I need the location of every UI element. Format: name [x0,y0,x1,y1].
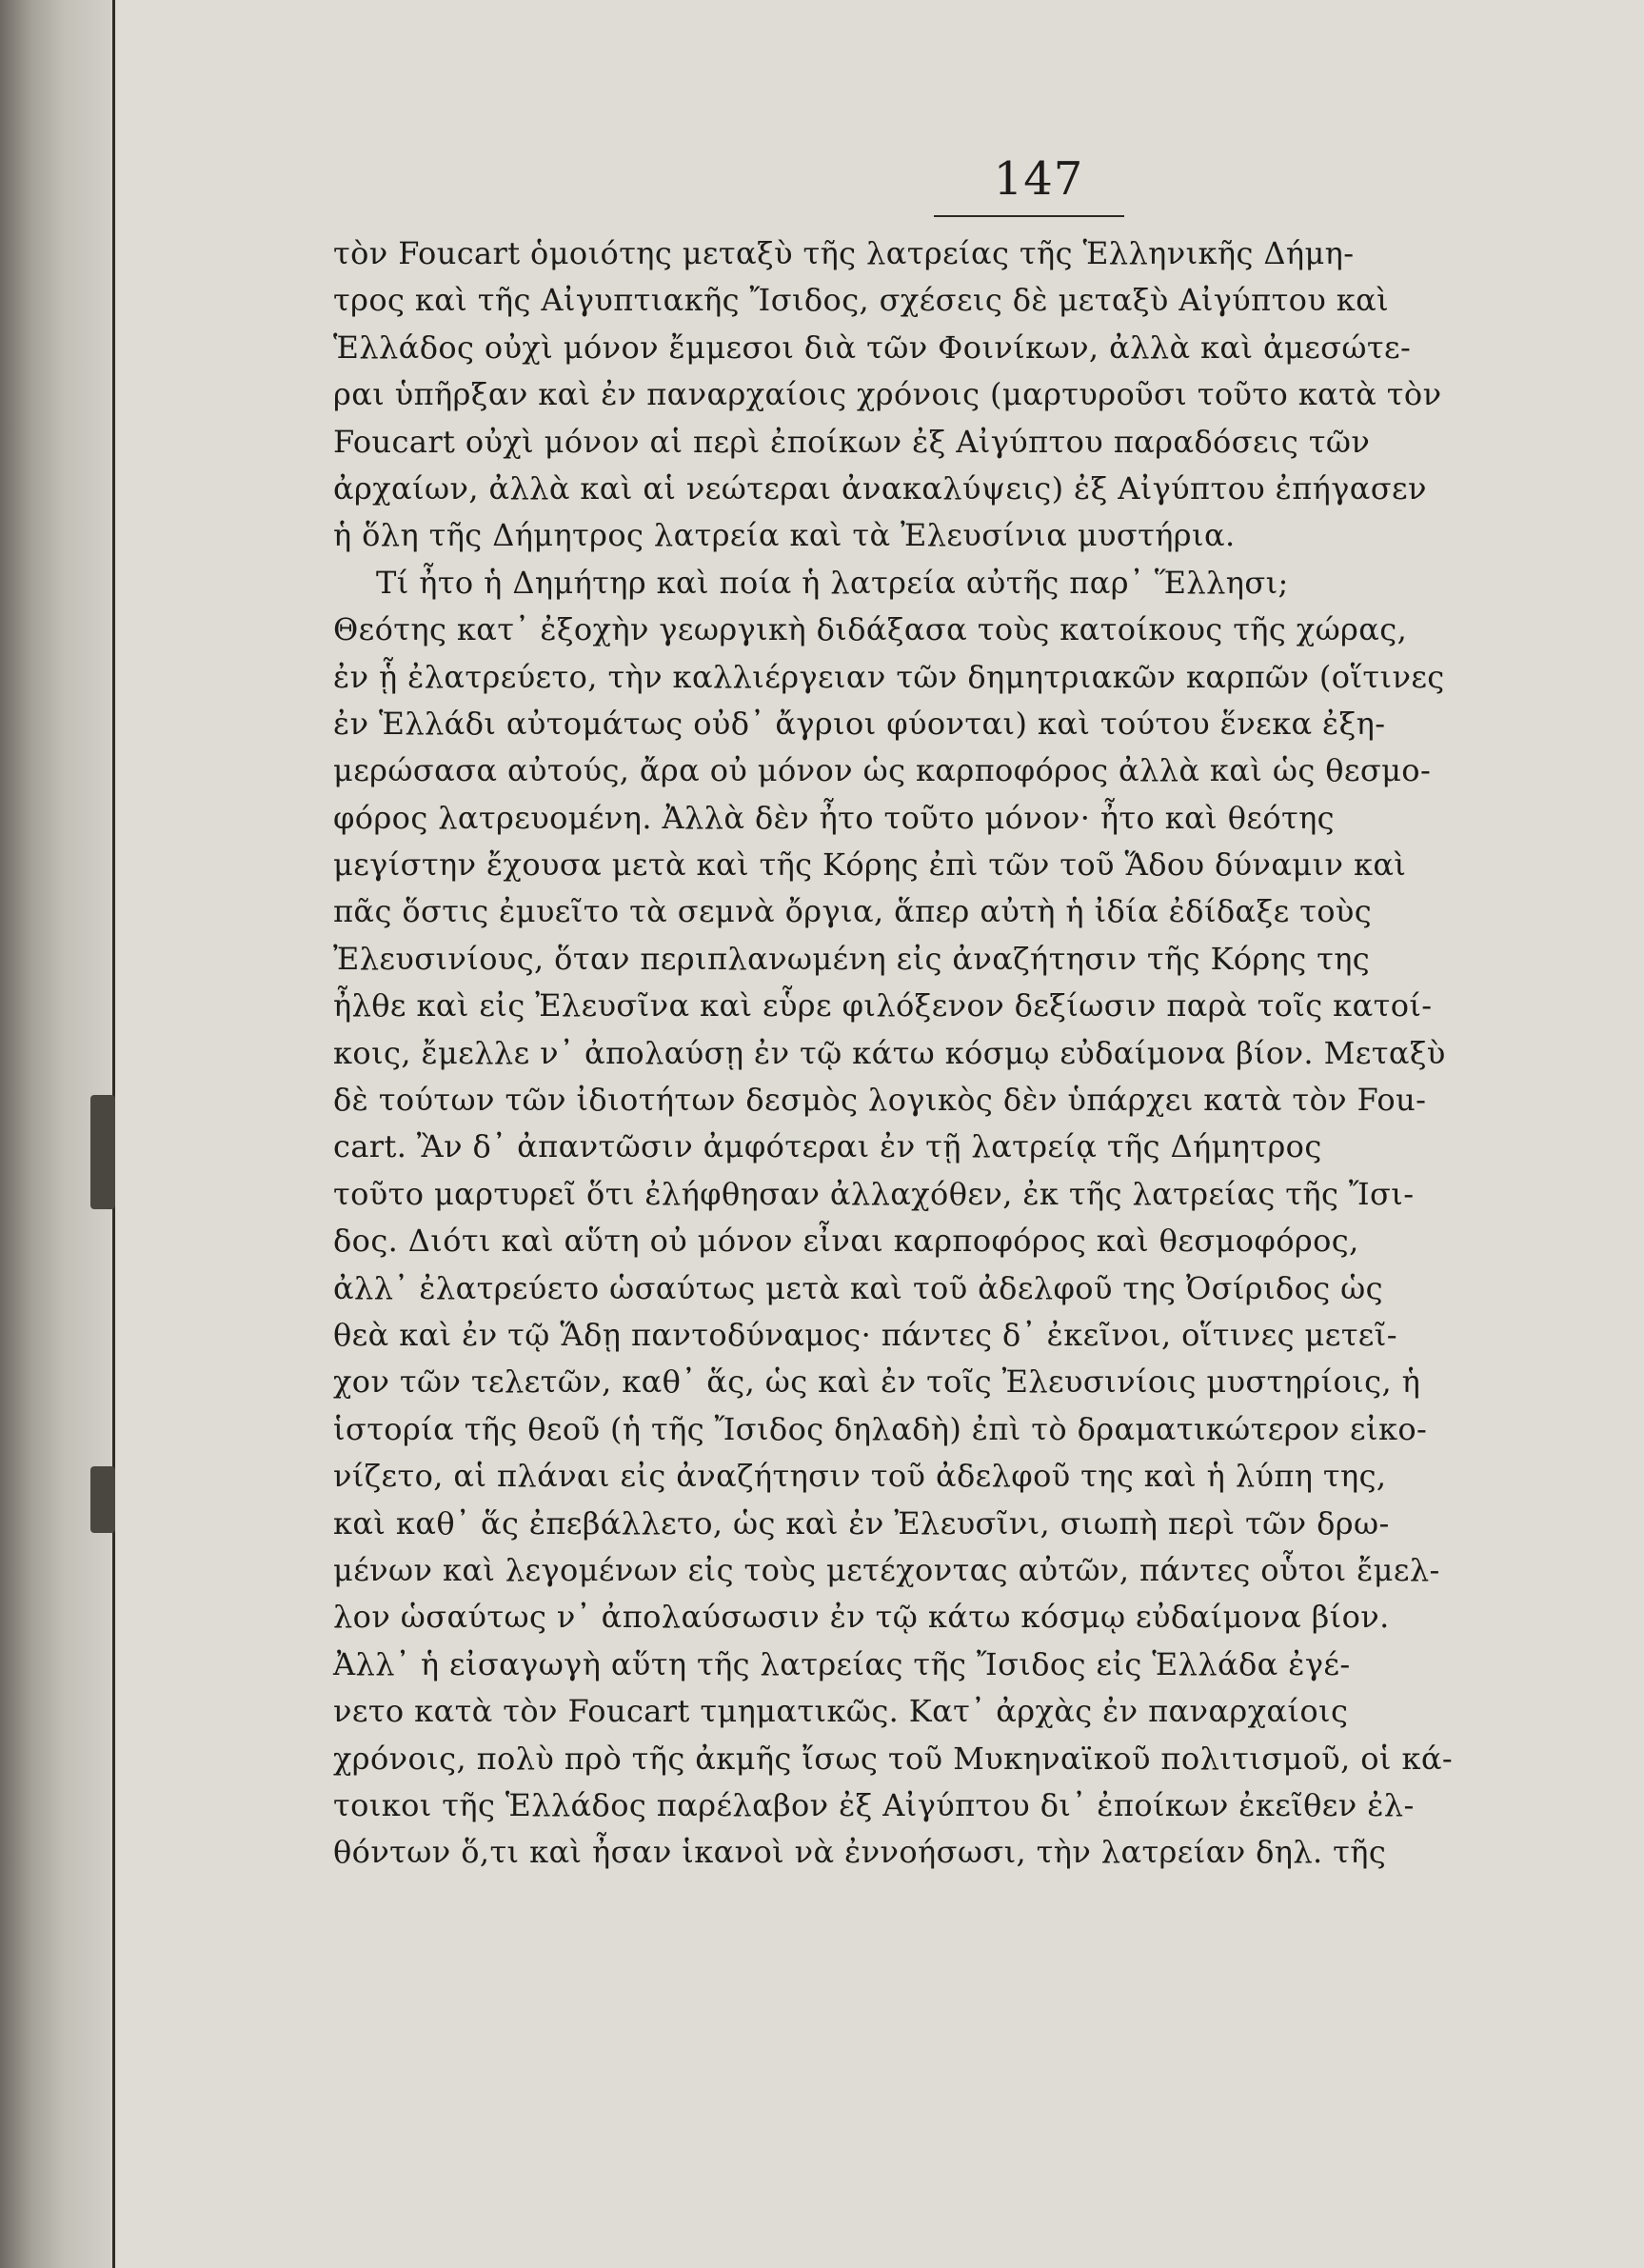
text-line: ἐν Ἑλλάδι αὐτομάτως οὐδ᾽ ἄγριοι φύονται) καὶ τούτου ἕνεκα ἐξη- [333,705,1386,742]
header-rule [934,215,1124,217]
text-line: λον ὡσαύτως ν᾽ ἀπολαύσωσιν ἐν τῷ κάτω κόσμῳ εὐδαίμονα βίον. [333,1599,1390,1636]
text-line: χρόνοις, πολὺ πρὸ τῆς ἀκμῆς ἴσως τοῦ Μυκηναϊκοῦ πολιτισμοῦ, οἱ κά- [333,1740,1454,1777]
text-line: ἱστορία τῆς θεοῦ (ἡ τῆς Ἴσιδος δηλαδὴ) ἐπὶ τὸ δραματικώτερον εἰκο- [333,1410,1428,1447]
binding-tear [90,1466,115,1533]
text-line: χον τῶν τελετῶν, καθ᾽ ἅς, ὡς καὶ ἐν τοῖς Ἐλευσινίοις μυστηρίοις, ἡ [333,1363,1421,1401]
text-line: νετο κατὰ τὸν Foucart τμηματικῶς. Κατ᾽ ἀρχὰς ἐν παναρχαίοις [333,1693,1349,1730]
text-line: μερώσασα αὐτούς, ἄρα οὐ μόνον ὡς καρποφόρος ἀλλὰ καὶ ὡς θεσμο- [333,752,1432,789]
text-line: δὲ τούτων τῶν ἰδιοτήτων δεσμὸς λογικὸς δὲν ὑπάρχει κατὰ τὸν Fou- [333,1082,1427,1119]
text-line: τοῦτο μαρτυρεῖ ὅτι ἐλήφθησαν ἀλλαχόθεν, ἐκ τῆς λατρείας τῆς Ἴσι- [333,1175,1415,1212]
text-line: ραι ὑπῆρξαν καὶ ἐν παναρχαίοις χρόνοις (μαρτυροῦσι τοῦτο κατὰ τὸν [333,376,1442,413]
page-number: 147 [993,152,1084,206]
text-line: Ἐλευσινίους, ὅταν περιπλανωμένη εἰς ἀναζήτησιν τῆς Κόρης της [333,940,1371,977]
text-line: τὸν Foucart ὁμοιότης μεταξὺ τῆς λατρείας τῆς Ἑλληνικῆς Δήμη- [333,235,1355,271]
text-line: cart. Ἂν δ᾽ ἀπαντῶσιν ἀμφότεραι ἐν τῇ λατρείᾳ τῆς Δήμητρος [333,1128,1322,1165]
text-line: μεγίστην ἔχουσα μετὰ καὶ τῆς Κόρης ἐπὶ τῶν τοῦ Ἅδου δύναμιν καὶ [333,846,1407,884]
text-line: δος. Διότι καὶ αὕτη οὐ μόνον εἶναι καρποφόρος καὶ θεσμοφόρος, [333,1223,1359,1260]
body-text [333,230,1495,1877]
text-line: ἦλθε καὶ εἰς Ἐλευσῖνα καὶ εὗρε φιλόξενον δεξίωσιν παρὰ τοῖς κατοί- [333,987,1433,1025]
text-line: ἐν ᾗ ἐλατρεύετο, τὴν καλλιέργειαν τῶν δημητριακῶν καρπῶν (οἵτινες [333,658,1445,695]
text-line: πᾶς ὅστις ἐμυεῖτο τὰ σεμνὰ ὄργια, ἅπερ αὐτὴ ἡ ἰδία ἐδίδαξε τοὺς [333,893,1373,930]
text-line: Ἑλλάδος οὐχὶ μόνον ἔμμεσοι διὰ τῶν Φοινίκων, ἀλλὰ καὶ ἀμεσώτε- [333,328,1412,366]
text-line: ἀλλ᾽ ἐλατρεύετο ὡσαύτως μετὰ καὶ τοῦ ἀδελφοῦ της Ὀσίριδος ὡς [333,1269,1383,1306]
text-line: μένων καὶ λεγομένων εἰς τοὺς μετέχοντας αὐτῶν, πάντες οὗτοι ἔμελ- [333,1551,1440,1588]
text-line: θόντων ὅ,τι καὶ ἦσαν ἱκανοὶ νὰ ἐννοήσωσι, τὴν λατρείαν δηλ. τῆς [333,1834,1387,1871]
text-line: Foucart οὐχὶ μόνον αἱ περὶ ἐποίκων ἐξ Αἰγύπτου παραδόσεις τῶν [333,423,1371,460]
text-line: θεὰ καὶ ἐν τῷ Ἅδῃ παντοδύναμος· πάντες δ᾽ ἐκεῖνοι, οἵτινες μετεῖ- [333,1316,1397,1353]
text-line: φόρος λατρευομένη. Ἀλλὰ δὲν ἦτο τοῦτο μόνον· ἦτο καὶ θεότης [333,799,1336,836]
binding-tear [90,1095,115,1209]
text-line: νίζετο, αἱ πλάναι εἰς ἀναζήτησιν τοῦ ἀδελφοῦ της καὶ ἡ λύπη της, [333,1458,1387,1495]
text-line: ἡ ὅλη τῆς Δήμητρος λατρεία καὶ τὰ Ἐλευσίνια μυστήρια. [333,517,1236,554]
text-line: ἀρχαίων, ἀλλὰ καὶ αἱ νεώτεραι ἀνακαλύψεις) ἐξ Αἰγύπτου ἐπήγασεν [333,469,1427,507]
paragraph-start-line: Τί ἦτο ἡ Δημήτηρ καὶ ποία ἡ λατρεία αὐτῆς παρ᾽ Ἕλλησι; [376,564,1289,601]
text-line: κοις, ἔμελλε ν᾽ ἀπολαύσῃ ἐν τῷ κάτω κόσμῳ εὐδαίμονα βίον. Μεταξὺ [333,1034,1446,1071]
text-line: καὶ καθ᾽ ἅς ἐπεβάλλετο, ὡς καὶ ἐν Ἐλευσῖνι, σιωπὴ περὶ τῶν δρω- [333,1504,1390,1542]
text-line: Θεότης κατ᾽ ἐξοχὴν γεωργικὴ διδάξασα τοὺς κατοίκους τῆς χώρας, [333,611,1408,648]
text-line: Ἀλλ᾽ ἡ εἰσαγωγὴ αὕτη τῆς λατρείας τῆς Ἴσιδος εἰς Ἑλλάδα ἐγέ- [333,1645,1351,1682]
text-line: τρος καὶ τῆς Αἰγυπτιακῆς Ἴσιδος, σχέσεις δὲ μεταξὺ Αἰγύπτου καὶ [333,282,1390,319]
text-line: τοικοι τῆς Ἑλλάδος παρέλαβον ἐξ Αἰγύπτου δι᾽ ἐποίκων ἐκεῖθεν ἐλ- [333,1786,1415,1823]
